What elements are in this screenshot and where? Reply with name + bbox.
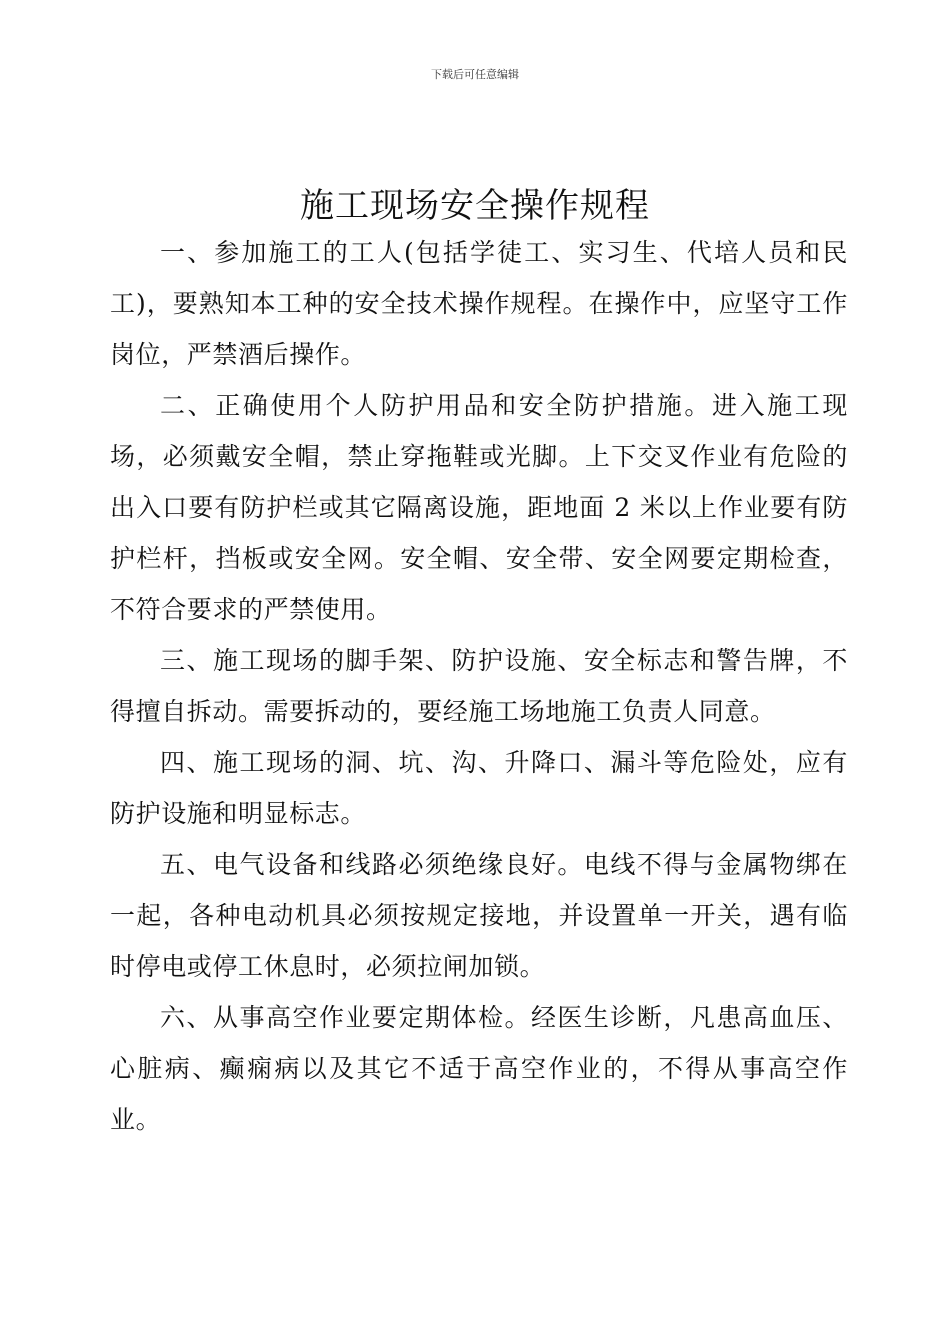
header-note: 下载后可任意编辑 [431, 68, 519, 81]
paragraph-3: 三、施工现场的脚手架、防护设施、安全标志和警告牌，不得擅自拆动。需要拆动的，要经施工场地施工负责人同意。 [110, 646, 848, 726]
paragraph-4: 四、施工现场的洞、坑、沟、升降口、漏斗等危险处，应有防护设施和明显标志。 [110, 748, 848, 828]
paragraph-2: 二、正确使用个人防护用品和安全防护措施。进入施工现场，必须戴安全帽，禁止穿拖鞋或光脚。上下交叉作业有危险的出入口要有防护栏或其它隔离设施，距地面 2 米以上作业要有防护栏杆，挡板或安全网。安全帽、安全带、安全网要定期检查，不符合要求的严禁使用。 [110, 391, 848, 624]
document-body [110, 227, 848, 1145]
paragraph-1: 一、参加施工的工人(包括学徒工、实习生、代培人员和民工)，要熟知本工种的安全技术操作规程。在操作中，应坚守工作岗位，严禁酒后操作。 [110, 238, 848, 369]
paragraph-5: 五、电气设备和线路必须绝缘良好。电线不得与金属物绑在一起，各种电动机具必须按规定接地，并设置单一开关，遇有临时停电或停工休息时，必须拉闸加锁。 [110, 850, 848, 981]
paragraph-6: 六、从事高空作业要定期体检。经医生诊断，凡患高血压、心脏病、癫痫病以及其它不适于高空作业的，不得从事高空作业。 [110, 1003, 848, 1134]
document-title: 施工现场安全操作规程 [300, 186, 650, 226]
